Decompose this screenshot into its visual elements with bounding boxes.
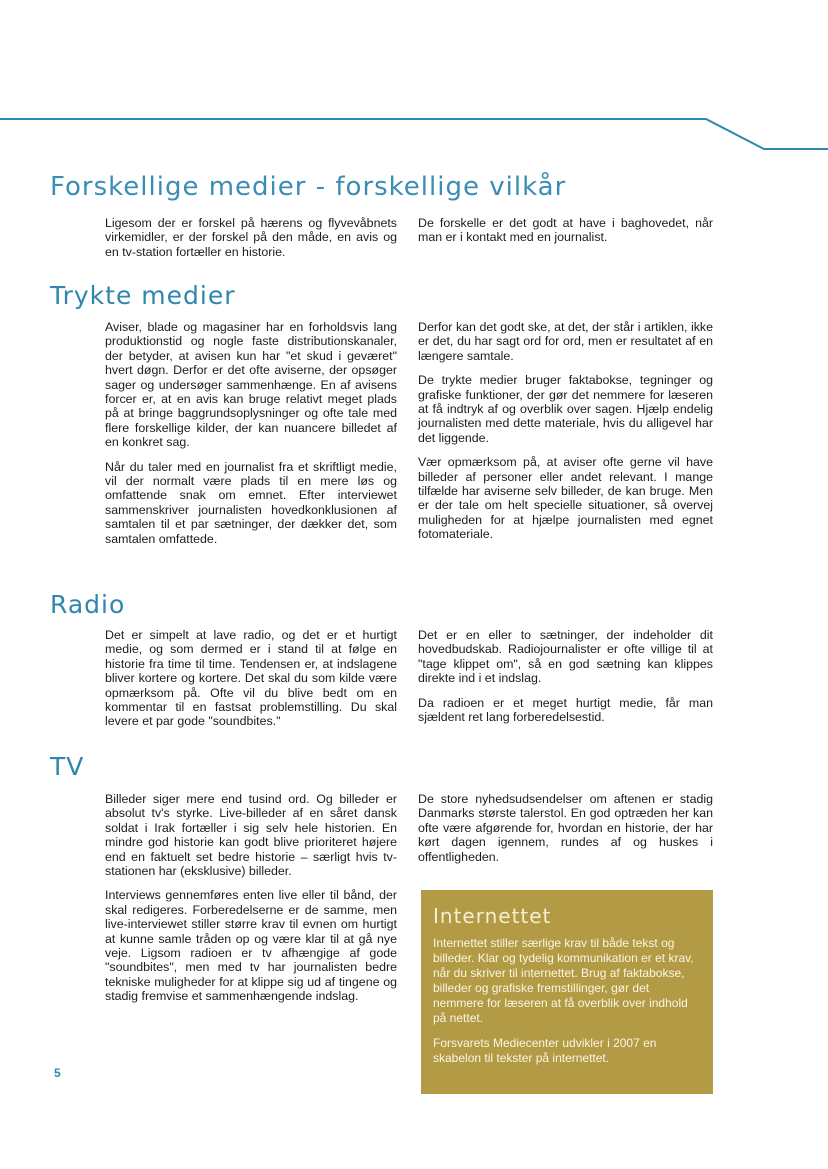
page-title: Forskellige medier - forskellige vilkår — [50, 172, 567, 202]
intro-right-text: De forskelle er det godt at have i baghovedet, når man er i kontakt med en journalist. — [418, 216, 713, 245]
infobox-title: Internettet — [433, 904, 552, 928]
heading-radio: Radio — [50, 590, 126, 619]
trykte-right-p1: Derfor kan det godt ske, at det, der står i artiklen, ikke er det, du har sagt ord for ord, men er resultatet af en længere samtale. — [418, 320, 713, 363]
tv-left-p1: Billeder siger mere end tusind ord. Og billeder er absolut tv's styrke. Live-billeder af en såret dansk soldat i Irak fortæller i sig selv hele historien. En mindre god historie kan godt blive prioriteret højere end en faktuelt set bedre historie – særligt hvis tv-stationen har (eksklusive) billeder. — [105, 792, 397, 879]
page-number: 5 — [54, 1066, 61, 1080]
trykte-left-column — [105, 320, 397, 556]
tv-right-p1: De store nyhedsudsendelser om aftenen er stadig Danmarks største talerstol. En god optræden her kan ofte være afgørende for, hvordan en historie, der har kørt dagen igennem, rundes af og huskes i offentligheden. — [418, 792, 713, 864]
radio-right-p1: Det er en eller to sætninger, der indeholder dit hovedbudskab. Radiojournalister er ofte villige til at "tage klippet om", så en god sætning kan klippes direkte ind i et indslag. — [418, 628, 713, 686]
radio-left-p1: Det er simpelt at lave radio, og det er et hurtigt medie, og som dermed er i stand til at følge en historie fra time til time. Tendensen er, at indslagene bliver kortere og kortere. Det skal du som kilde være opmærksom på. Ofte vil du blive bedt om en kommentar til en fastsat problemstilling. Du skal levere et par gode "soundbites." — [105, 628, 397, 729]
trykte-right-column — [418, 320, 713, 552]
tv-left-p2: Interviews gennemføres enten live eller til bånd, der skal redigeres. Forberedelserne er de samme, men live-interviewet stiller større krav til evnen om hurtigt at kunne samle tråden op og være klar til at gå nye veje. Ligsom radioen er tv afhængige af gode "soundbites", men med tv har journalisten bedre tekniske muligheder for at klippe sig ud af tingene og stadig fremvise et sammenhængende indslag. — [105, 888, 397, 1004]
trykte-right-p2: De trykte medier bruger faktabokse, tegninger og grafiske funktioner, der gør det nemmere for læseren at få indtryk af og overblik over sagen. Hjælp endelig journalisten med dette materiale, hvis du alligevel har det liggende. — [418, 373, 713, 445]
intro-left — [105, 216, 397, 269]
heading-trykte-medier: Trykte medier — [50, 281, 236, 310]
heading-tv: TV — [50, 752, 85, 781]
intro-right — [418, 216, 713, 255]
radio-right-p2: Da radioen er et meget hurtigt medie, får man sjældent ret lang forberedelsestid. — [418, 695, 713, 725]
trykte-left-p1: Aviser, blade og magasiner har en forholdsvis lang produktionstid og nogle faste distributionskanaler, der betyder, at avisen kun har "et skud i geværet" hvert døgn. Derfor er det ofte aviserne, der opsøger sager og undersøger sammenhænge. En af avisens forcer er, at en avis kan bruge relativt meget plads på at bringe baggrundsoplysninger og ofte tale med flere forskellige kilder, der kan nuancere billedet af en konkret sag. — [105, 320, 397, 450]
infobox-p1: Internettet stiller særlige krav til både tekst og billeder. Klar og tydelig kommunikation er et krav, når du skriver til internettet. Brug af faktabokse, billeder og grafiske fremstillinger, gør det nemmere for læseren at få overblik over indhold på nettet. — [433, 936, 694, 1025]
tv-left-column — [105, 792, 397, 1014]
internettet-infobox — [421, 890, 713, 1094]
intro-left-text: Ligesom der er forskel på hærens og flyvevåbnets virkemidler, er der forskel på den måde, en avis og en tv-station fortæller en historie. — [105, 216, 397, 259]
trykte-right-p3: Vær opmærksom på, at aviser ofte gerne vil have billeder af personer eller andet relevant. I mange tilfælde har aviserne selv billeder, de kan bruge. Men er der tale om helt specielle situationer, så overvej muligheden for at hjælpe journalisten med egnet fotomateriale. — [418, 455, 713, 542]
radio-right-column — [418, 628, 713, 734]
trykte-left-p2: Når du taler med en journalist fra et skriftligt medie, vil der normalt være plads til en mere løs og omfattende snak om emnet. Efter interviewet sammenskriver journalisten hovedkonklusionen af samtalen til et par sætninger, der dækker det, som samtalen omfattede. — [105, 459, 397, 546]
tv-right-column — [418, 792, 713, 874]
infobox-p2: Forsvarets Mediecenter udvikler i 2007 en skabelon til tekster på internettet. — [433, 1036, 657, 1065]
radio-left-column — [105, 628, 397, 739]
header-rule — [0, 118, 828, 158]
